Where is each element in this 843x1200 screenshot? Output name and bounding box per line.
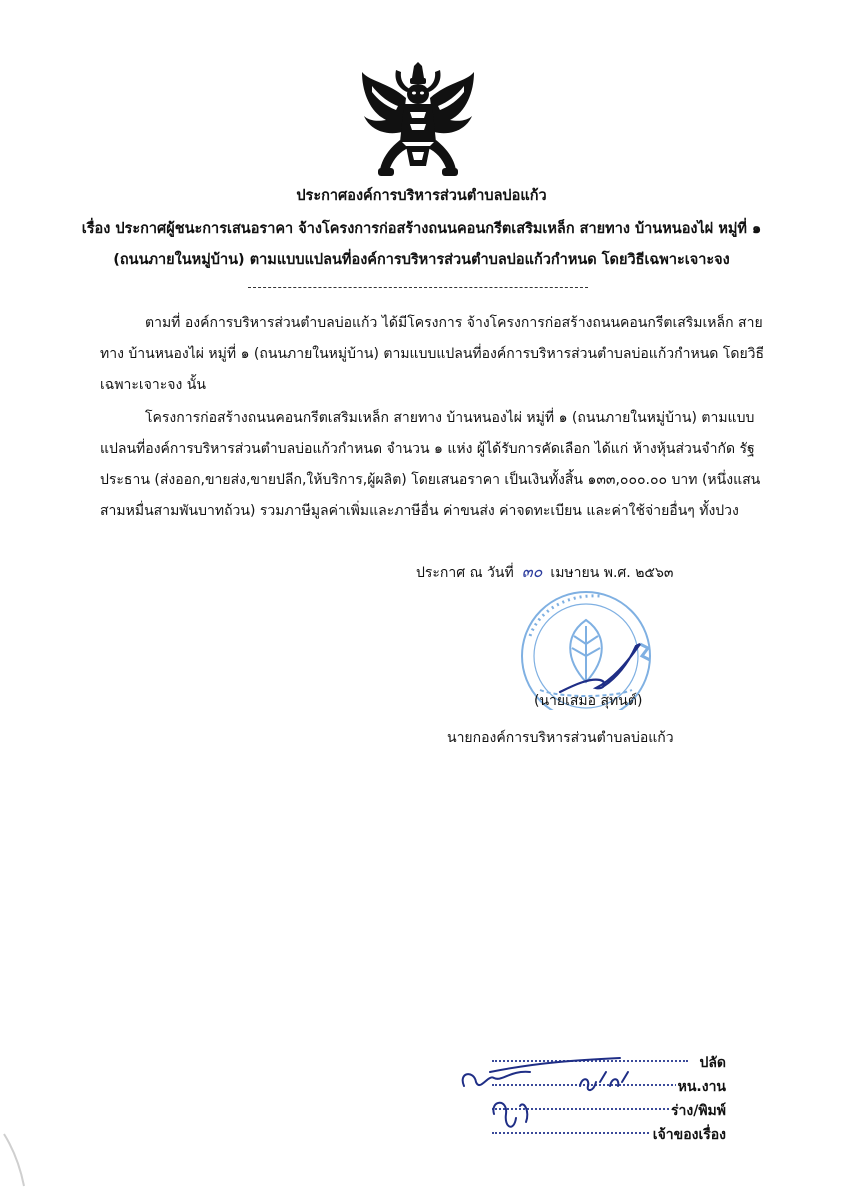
routing-label-palad: ปลัด [697,1052,726,1074]
routing-label-draft: ร่าง/พิมพ์ [669,1100,726,1122]
paragraph-1 [100,308,765,401]
paragraph-2 [100,403,760,527]
date-prefix: ประกาศ ณ วันที่ [416,565,514,581]
date-day-handwritten: ๓๐ [521,562,543,581]
announcement-date [416,560,673,585]
header-divider [248,287,588,288]
paragraph-line: ประธาน (ส่งออก,ขายส่ง,ขายปลีก,ให้บริการ,ผู้ผลิต) โดยเสนอราคา เป็นเงินทั้งสิ้น ๑๓๓,๐๐๐.๐๐ บาท (หนึ่งแสน [100,472,761,488]
date-month-year: เมษายน พ.ศ. ๒๕๖๓ [550,565,674,581]
signer-name: (นายเสมอ สุทนต์) [534,693,643,709]
subject-line-1: เรื่อง ประกาศผู้ชนะการเสนอราคา จ้างโครงการก่อสร้างถนนคอนกรีตเสริมเหล็ก สายทาง บ้านหนองไผ่ หมู่ที่ ๑ [81,221,762,237]
subject-line-2: (ถนนภายในหมู่บ้าน) ตามแบบแปลนที่องค์การบริหารส่วนตำบลบ่อแก้วกำหนด โดยวิธีเฉพาะเจาะจง [113,252,730,268]
paragraph-line: เฉพาะเจาะจง นั้น [100,377,206,393]
routing-label-head: หน.งาน [676,1076,726,1098]
document-title: ประกาศองค์การบริหารส่วนตำบลบ่อแก้ว [296,188,547,204]
paragraph-line: ทาง บ้านหนองไผ่ หมู่ที่ ๑ (ถนนภายในหมู่บ้าน) ตามแบบแปลนที่องค์การบริหารส่วนตำบลบ่อแก้วกำหนด โดยวิธี [100,346,765,362]
signer-position: นายกองค์การบริหารส่วนตำบลบ่อแก้ว [447,730,674,746]
initials-scribble-icon [450,1052,650,1144]
paragraph-line: โครงการก่อสร้างถนนคอนกรีตเสริมเหล็ก สายทาง บ้านหนองไผ่ หมู่ที่ ๑ (ถนนภายในหมู่บ้าน) ตามแบบ [145,410,755,426]
margin-mark-icon [0,1130,30,1190]
paragraph-line: สามหมื่นสามพันบาทถ้วน) รวมภาษีมูลค่าเพิ่มและภาษีอื่น ค่าขนส่ง ค่าจดทะเบียน และค่าใช้จ่ายอื่นๆ ทั้งปวง [100,503,739,519]
paragraph-line: แปลนที่องค์การบริหารส่วนตำบลบ่อแก้วกำหนด จำนวน ๑ แห่ง ผู้ได้รับการคัดเลือก ได้แก่ ห้างหุ้นส่วนจำกัด รัฐ [100,441,755,457]
garuda-emblem-icon [360,62,476,180]
routing-label-owner: เจ้าของเรื่อง [651,1124,726,1146]
paragraph-line: ตามที่ องค์การบริหารส่วนตำบลบ่อแก้ว ได้มีโครงการ จ้างโครงการก่อสร้างถนนคอนกรีตเสริมเหล็ก สาย [145,315,763,331]
